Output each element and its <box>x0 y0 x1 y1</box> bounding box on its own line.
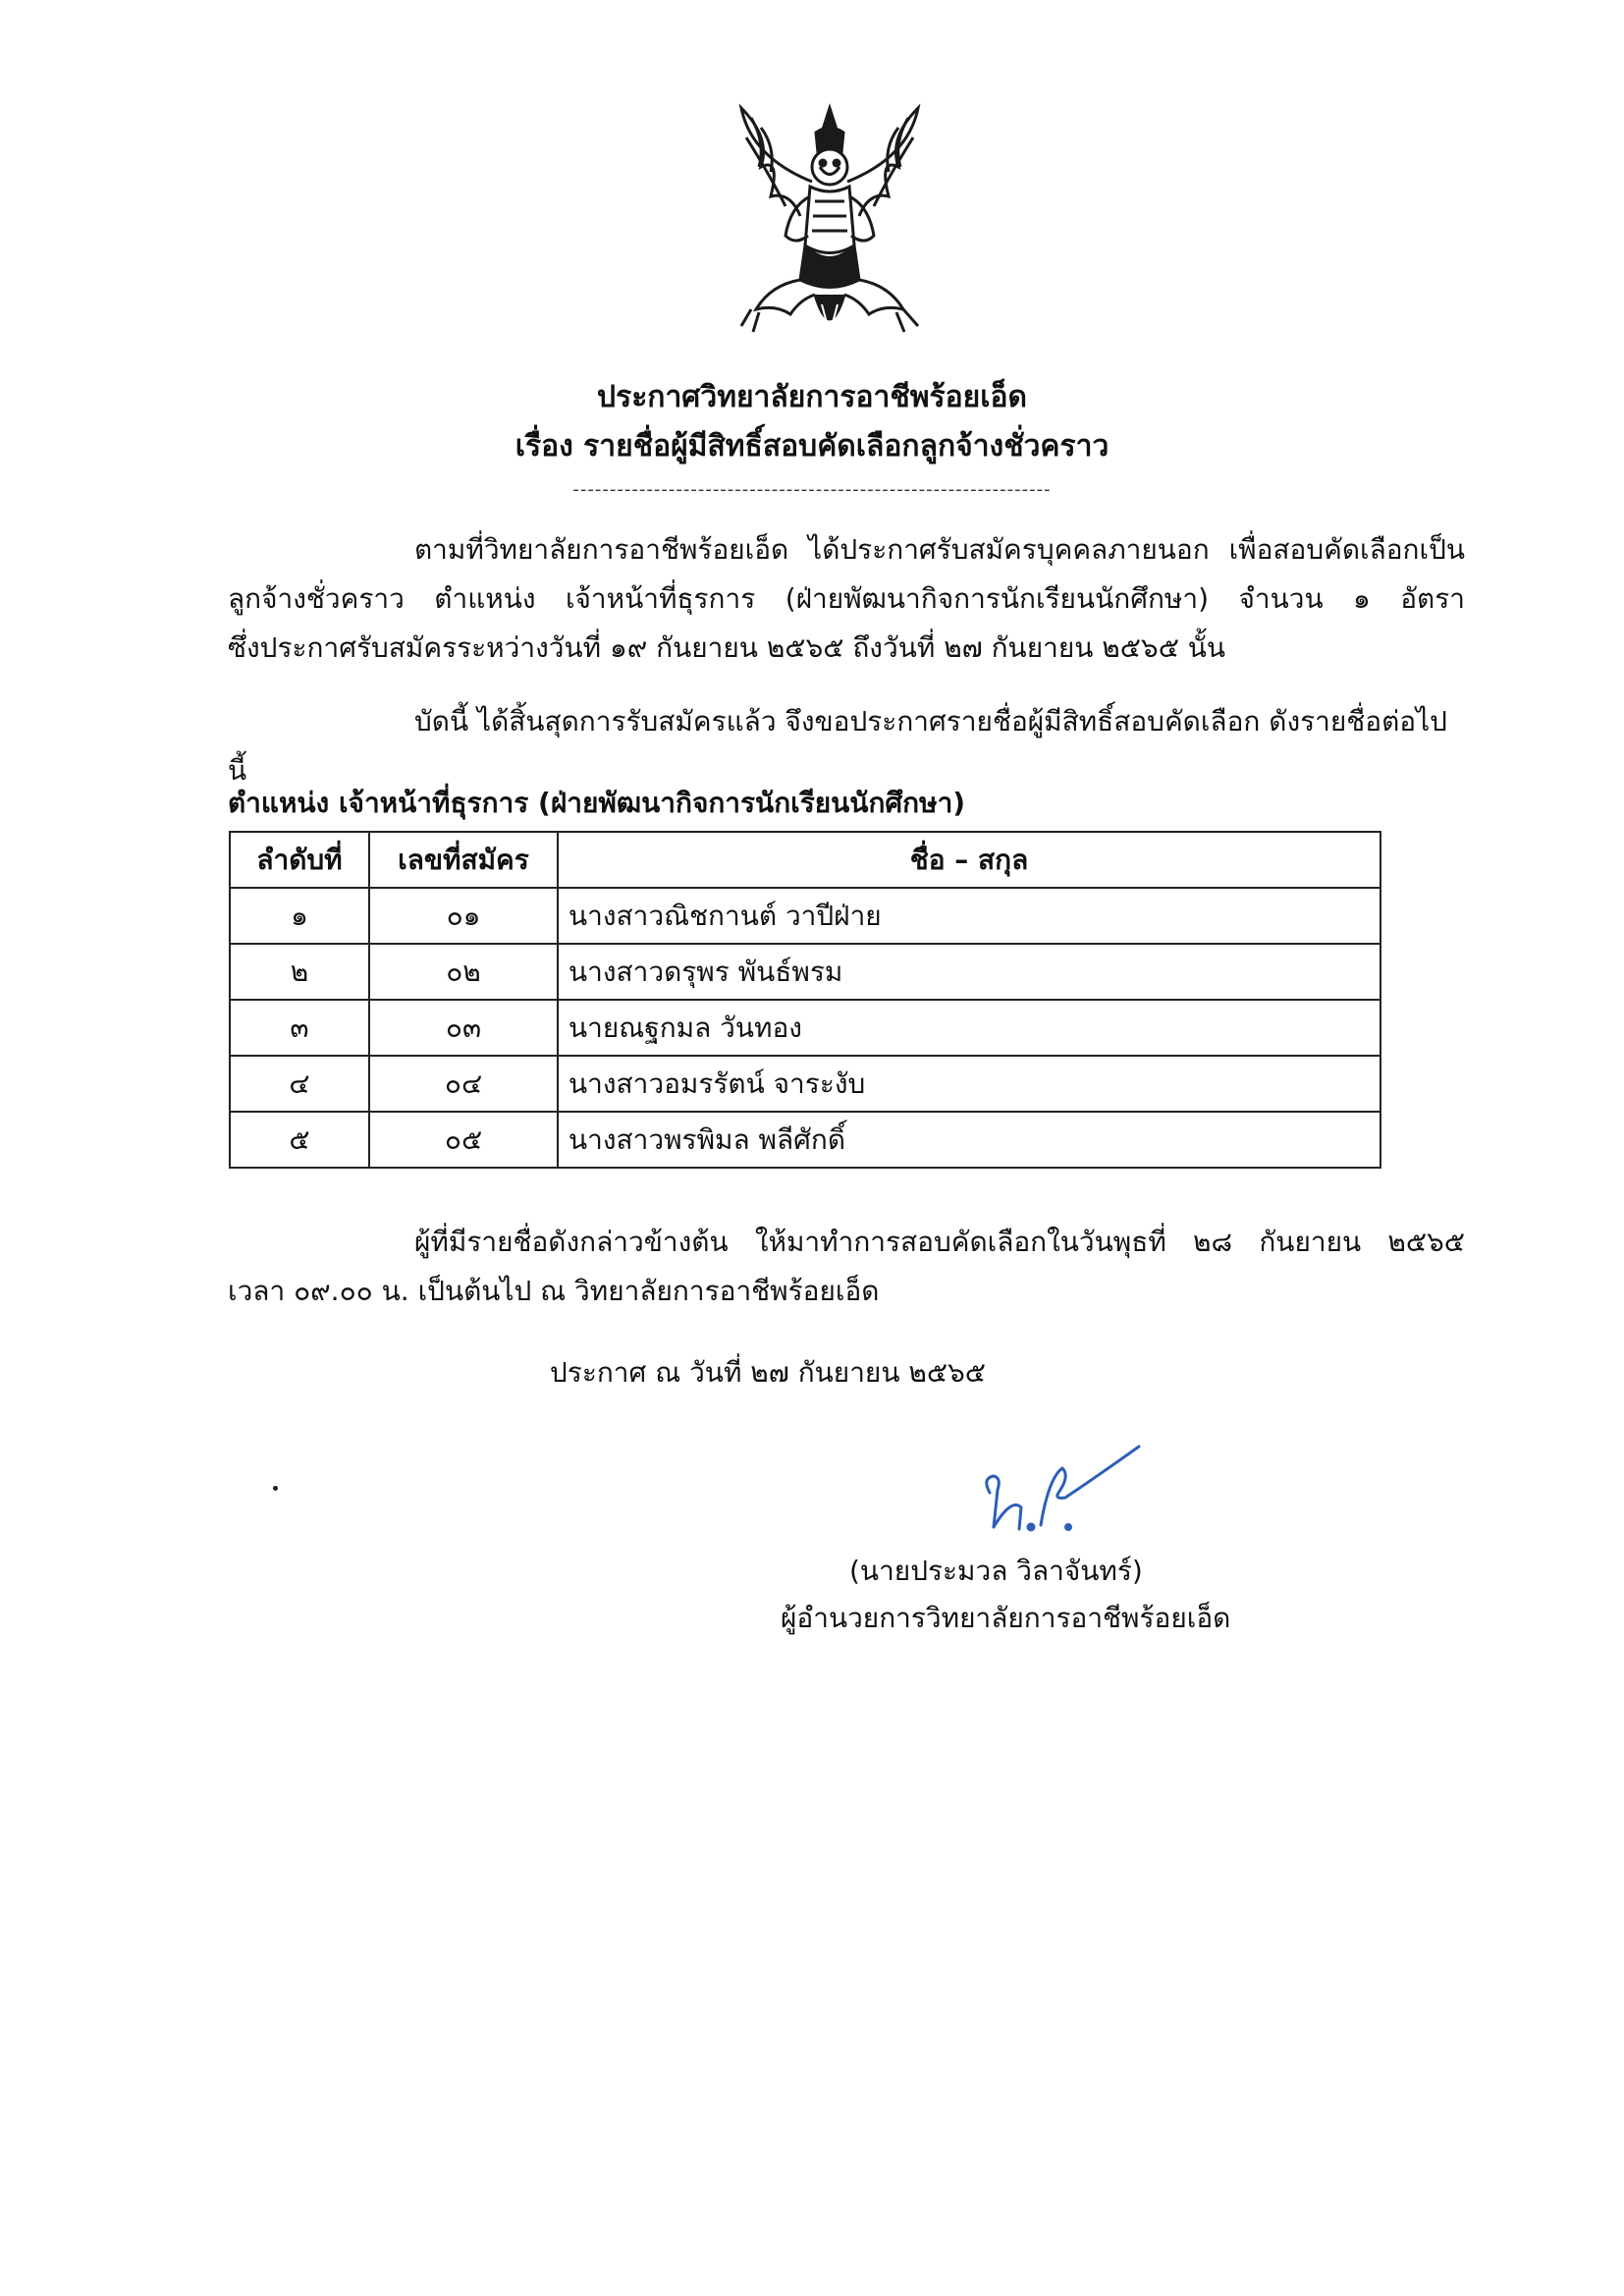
intro-paragraph <box>228 525 1465 673</box>
announcement-line: บัดนี้ ได้สิ้นสุดการรับสมัครแล้ว จึงขอประกาศรายชื่อผู้มีสิทธิ์สอบคัดเลือก ดังรายชื่อต่อไปนี้ <box>228 705 1447 787</box>
handwritten-signature-icon <box>972 1439 1149 1547</box>
announcement-date: ประกาศ ณ วันที่ ๒๗ กันยายน ๒๕๖๕ <box>550 1356 986 1389</box>
table-row <box>230 1112 1380 1168</box>
table-header-row <box>230 832 1380 888</box>
cell-full-name: นางสาวอมรรัตน์ จาระงับ <box>558 1056 1380 1112</box>
table-row <box>230 888 1380 944</box>
signer-title: ผู้อำนวยการวิทยาลัยการอาชีพร้อยเอ็ด <box>781 1602 1231 1634</box>
table-row <box>230 944 1380 1000</box>
exam-schedule-line-2: เวลา ๐๙.๐๐ น. เป็นต้นไป ณ วิทยาลัยการอาชีพร้อยเอ็ด <box>228 1275 880 1307</box>
cell-sequence: ๔ <box>230 1056 369 1112</box>
exam-schedule-paragraph <box>228 1218 1465 1316</box>
document-subject: เรื่อง รายชื่อผู้มีสิทธิ์สอบคัดเลือกลูกจ้างชั่วคราว <box>514 429 1110 464</box>
column-header-full-name: ชื่อ – สกุล <box>558 832 1380 888</box>
cell-sequence: ๓ <box>230 1000 369 1056</box>
cell-application-no: ๐๓ <box>369 1000 558 1056</box>
position-heading: ตำแหน่ง เจ้าหน้าที่ธุรการ (ฝ่ายพัฒนากิจการนักเรียนนักศึกษา) <box>228 787 966 819</box>
cell-full-name: นางสาวดรุพร พันธ์พรม <box>558 944 1380 1000</box>
cell-sequence: ๕ <box>230 1112 369 1168</box>
column-header-sequence: ลำดับที่ <box>230 832 369 888</box>
scan-speck <box>273 1486 278 1491</box>
title-separator: ----------------------------------------------------------------- <box>572 479 1052 500</box>
intro-line-1: ตามที่วิทยาลัยการอาชีพร้อยเอ็ด ได้ประกาศรับสมัครบุคคลภายนอก เพื่อสอบคัดเลือกเป็น <box>414 533 1465 566</box>
cell-full-name: นางสาวณิชกานต์ วาปีฝ่าย <box>558 888 1380 944</box>
cell-application-no: ๐๕ <box>369 1112 558 1168</box>
cell-full-name: นางสาวพรพิมล พลีศักดิ์ <box>558 1112 1380 1168</box>
cell-application-no: ๐๒ <box>369 944 558 1000</box>
cell-sequence: ๑ <box>230 888 369 944</box>
column-header-application-no: เลขที่สมัคร <box>369 832 558 888</box>
candidate-table <box>229 831 1381 1169</box>
announcement-paragraph <box>228 697 1465 795</box>
signer-name: (นายประมวล วิลาจันทร์) <box>849 1555 1143 1587</box>
garuda-emblem-icon <box>731 98 928 354</box>
cell-full-name: นายณฐกมล วันทอง <box>558 1000 1380 1056</box>
cell-application-no: ๐๑ <box>369 888 558 944</box>
cell-sequence: ๒ <box>230 944 369 1000</box>
document-title: ประกาศวิทยาลัยการอาชีพร้อยเอ็ด <box>597 380 1027 414</box>
table-row <box>230 1000 1380 1056</box>
exam-schedule-line-1: ผู้ที่มีรายชื่อดังกล่าวข้างต้น ให้มาทำการสอบคัดเลือกในวันพุธที่ ๒๘ กันยายน ๒๕๖๕ <box>414 1226 1465 1258</box>
cell-application-no: ๐๔ <box>369 1056 558 1112</box>
table-row <box>230 1056 1380 1112</box>
intro-line-3: ซึ่งประกาศรับสมัครระหว่างวันที่ ๑๙ กันยายน ๒๕๖๕ ถึงวันที่ ๒๗ กันยายน ๒๕๖๕ นั้น <box>228 631 1226 664</box>
intro-line-2: ลูกจ้างชั่วคราว ตำแหน่ง เจ้าหน้าที่ธุรการ (ฝ่ายพัฒนากิจการนักเรียนนักศึกษา) จำนวน ๑ อัตรา <box>228 582 1465 615</box>
